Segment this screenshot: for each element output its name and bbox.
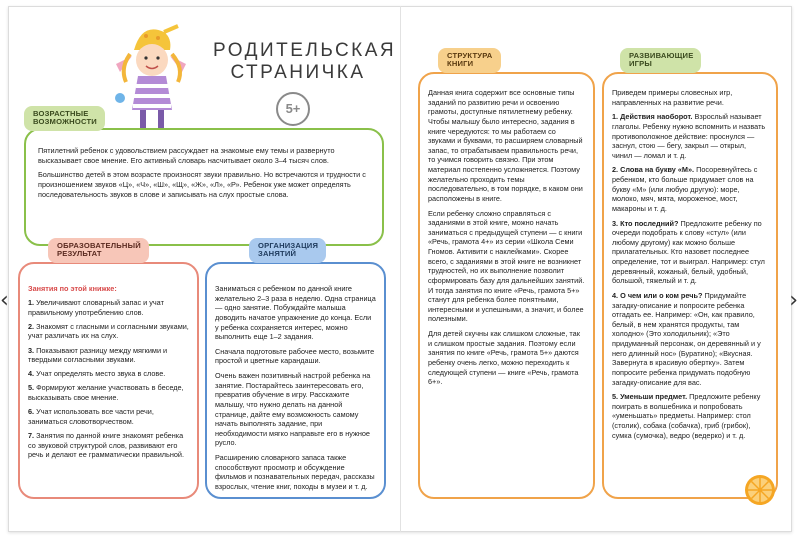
games-tag-line2: ИГРЫ [629,59,653,69]
list-item: 4. О чем или о ком речь? Придумайте загадку-описание и попросите ребенка отгадать ее. Например: «Он, как правило, белый, в нем хранятся продукты, там холодно» (Это холодильник); «Это придуманный персонаж, он деревянный и у него длинный нос» (Буратино); «Вкусная. Завернута в красивую обертку». Затем попросите ребенка придумать подобную загадку-описание для вас. [612,290,761,387]
edu-tag-line2: РЕЗУЛЬТАТ [57,249,102,259]
organization-tag [249,238,326,263]
age-possibilities-tag [24,106,105,131]
next-page-button[interactable]: › [789,288,798,313]
list-item: 2. Слова на букву «М». Посоревнуйтесь с ребенком, кто больше придумает слов на букву «М» (или любую другую): море, молоко, мяч, мята, мороженое, мост, макароны и т. д. [612,165,758,213]
page-title [213,40,397,85]
age-badge: 5+ [276,92,310,126]
list-item: 1. Увеличивают словарный запас и учат правильному употреблению слов. [28,298,164,317]
struct-paragraph-1: Данная книга содержит все основные типы заданий по развитию речи и освоению грамоты, доступные пятилетнему ребенку. Чтобы малышу было интересно, задания в книге чередуются: то мы работаем со звуками и буквами, то расширяем словарный запас, то отрабатываем правильность речи, то учимся говорить связно. При этом материал постепенно усложняется. Поэтому желательно проходить темы последовательно, в том порядке, в каком они расположены в книге. [428,88,583,203]
orange-slice-icon [744,474,776,506]
org-paragraph-2: Сначала подготовьте рабочее место, возьмите простой и цветные карандаши. [215,346,375,366]
book-structure-panel [418,72,595,499]
age-tag-line1: ВОЗРАСТНЫЕ [33,109,89,118]
girl-ball [115,93,125,103]
org-tag-line1: ОРГАНИЗАЦИЯ [258,241,319,250]
educational-result-panel [18,262,199,499]
list-item: 5. Формируют желание участвовать в беседе, высказывать свое мнение. [28,383,184,402]
org-tag-line2: ЗАНЯТИЙ [258,249,297,259]
games-tag-line1: РАЗВИВАЮЩИЕ [629,51,694,60]
struct-paragraph-2: Если ребенку сложно справляться с заданиями в этой книге, можно начать заниматься с предыдущей ступени — с книги «Речь, грамота 4+» из серии «Школа Семи Гномов. Активити с наклейками». Скорее всего, с заданиями в этой книге не возникнет трудностей, но их выполнение позволит сформировать базу для дальнейших занятий. И тогда занятия по книге «Речь, грамота 5+» станут для ребенка более понятными, интересными и успешными, а значит, и более полезными. [428,208,585,324]
girl-mascot-illustration [112,20,192,138]
struct-tag-line1: СТРУКТУРА [447,51,493,60]
list-item: 2. Знакомят с гласными и согласными звуками, учат различать их на слух. [28,321,189,341]
list-item: 5. Уменьши предмет. Предложите ребенку поиграть в волшебника и попробовать «уменьшать» предметы. Например: стол (столик), собака (собачка), гриб (грибок), сумка (сумочка), ведро (ведерко) и т. д. [612,392,761,440]
page-title-line2: СТРАНИЧКА [230,62,366,84]
book-structure-tag [438,48,501,73]
girl-dress [132,76,172,110]
organization-panel [205,262,386,499]
list-item: 7. Занятия по данной книге знакомят ребенка со звуковой структурой слов, развивают его речь и делают ее грамматически правильной. [28,430,185,460]
educational-result-tag [48,238,149,263]
list-item: 1. Действия наоборот. Взрослый называет глаголы. Ребенку нужно вспомнить и назвать противоположное действие: проснулся — заснул, стою — бегу, закрыл — открыл, чинил — ломал и т. д. [612,112,766,160]
list-item: 6. Учат использовать все части речи, заниматься словотворчеством. [28,407,154,426]
age-possibilities-panel [24,128,384,246]
age-tag-line2: ВОЗМОЖНОСТИ [33,117,97,127]
org-paragraph-3: Очень важен позитивный настрой ребенка на занятие. Постарайтесь заинтересовать его, превратив обучение в игру. Расскажите малышу, что нужно делать на данной странице, дайте ему возможность самому начать выполнять задание, при необходимости мягко направьте его в нужное русло. [215,371,371,448]
developmental-games-tag [620,48,701,73]
age-paragraph-2: Большинство детей в этом возрасте произносят звуки правильно. Но встречаются и трудности с произношением звуков «Ц», «Ч», «Ш», «Щ», «Ж», «Л», «Р». Ребенок уже может определять последовательность звуков в слове и записывать на слух простые слова. [38,170,366,199]
prev-page-button[interactable]: ‹ [0,288,9,313]
girl-face [136,44,168,76]
book-spine [400,6,401,532]
list-item: 3. Кто последний? Предложите ребенку по очереди подобрать к слову «стул» (или любому другому) как можно больше прилагательных. Кто назовет последнее определение, тот и выиграл. Например: стул деревянный, кожаный, белый, удобный, большой, тяжелый и т. д. [612,218,765,286]
edu-tag-line1: ОБРАЗОВАТЕЛЬНЫЙ [57,241,141,250]
age-paragraph-1: Пятилетний ребенок с удовольствием рассуждает на знакомые ему темы и развернуто высказывает свое мнение. Его активный словарь насчитывает около 3–4 тысяч слов. [38,146,335,165]
struct-paragraph-3: Для детей скучны как слишком сложные, так и слишком простые задания. Поэтому если занятия по книге «Речь, грамота 5+» даются ребенку очень легко, можно переходить к следующей ступени — книге «Речь, грамота 6+». [428,329,580,387]
struct-tag-line2: КНИГИ [447,59,474,69]
org-paragraph-1: Заниматься с ребенком по данной книге желательно 2–3 раза в неделю. Одна страница — одно занятие. Побуждайте малыша доводить начатое упражнение до конца. Если у ребенка сохраняется интерес, можно выполнить еще 1–2 задания. [215,284,376,342]
page-title-line1: РОДИТЕЛЬСКАЯ [213,40,397,61]
games-intro: Приведем примеры словесных игр, направленных на развитие речи. [612,88,733,107]
list-item: 3. Показывают разницу между мягкими и твердыми согласными звуками. [28,345,168,365]
org-paragraph-4: Расширению словарного запаса также способствуют просмотр и обсуждение фильмов и познавательных передач, рассказы взрослых, чтение книг, походы в музеи и т. д. [215,453,375,491]
list-item: 4. Учат определять место звука в слове. [28,369,166,379]
developmental-games-panel [602,72,778,499]
edu-heading: Занятия по этой книжке: [28,284,117,293]
edu-list [28,298,189,460]
